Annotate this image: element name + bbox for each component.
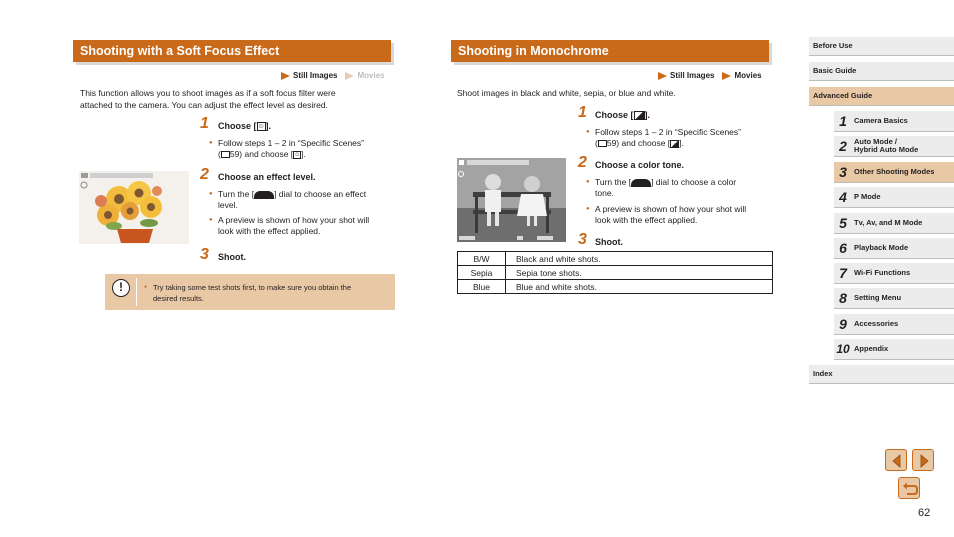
step-title: Choose an effect level. (218, 172, 316, 182)
intro-line: attached to the camera. You can adjust the effect level as desired. (80, 100, 328, 110)
step-title: Shoot. (218, 252, 246, 262)
bullet-line: ● Follow steps 1 – 2 in “Specific Scenes” (595, 127, 741, 137)
step-title (595, 110, 650, 120)
still-images-indicator (658, 71, 714, 80)
chapter-label-line: Other Shooting Modes (854, 166, 935, 176)
chapter-label-line: Accessories (854, 318, 899, 328)
chapter-number: 5 (839, 215, 847, 231)
bullet-text: Turn the [ (218, 189, 255, 199)
table-cell-key: Sepia (458, 266, 506, 280)
sunflower-preview-image (79, 171, 189, 244)
triangle-icon (281, 72, 290, 80)
step-bullet (209, 189, 399, 211)
chapter-label (852, 244, 908, 253)
table-cell-value: Black and white shots. (506, 252, 773, 266)
section-title-soft-focus: Shooting with a Soft Focus Effect (73, 40, 391, 62)
bullet-text: ( (218, 149, 221, 159)
arrow-left-icon (886, 450, 908, 472)
still-images-label: Still Images (670, 71, 715, 80)
step-title-text: Choose [ (595, 110, 634, 120)
dial-icon (254, 191, 274, 199)
chapter-label (852, 168, 934, 177)
bullet-line: look with the effect applied. (595, 215, 698, 225)
table-row (458, 280, 773, 294)
chapter-number: 6 (839, 240, 847, 256)
bullet-line: ● Follow steps 1 – 2 in “Specific Scenes” (218, 138, 364, 148)
table-cell-value: Sepia tone shots. (506, 266, 773, 280)
nav-chapter-wifi-functions[interactable] (834, 263, 954, 284)
step-bullet (586, 177, 776, 199)
step-number: 2 (578, 154, 587, 171)
bullet-line: look with the effect applied. (218, 226, 321, 236)
step-number: 3 (578, 231, 587, 248)
chapter-label (852, 294, 901, 303)
nav-chapter-accessories[interactable] (834, 314, 954, 335)
intro-text (80, 87, 400, 111)
bullet-line: level. (218, 200, 238, 210)
step-number: 2 (200, 166, 209, 183)
chapter-label-line: Tv, Av, and M Mode (854, 217, 923, 227)
step-title-text: Choose [ (218, 121, 257, 131)
chapter-label (852, 117, 908, 126)
step-title-end: ]. (644, 110, 651, 120)
chapter-label-line: Wi-Fi Functions (854, 267, 911, 277)
bullet-line (595, 177, 776, 188)
still-images-indicator (281, 71, 337, 80)
nav-chapter-appendix[interactable] (834, 339, 954, 360)
bullet-line: ● A preview is shown of how your shot will (595, 204, 747, 214)
chapter-number: 1 (839, 113, 847, 129)
bullet-text: ( (595, 138, 598, 148)
monochrome-icon (670, 140, 679, 148)
chapter-label-line: Setting Menu (854, 292, 902, 302)
triangle-icon (345, 72, 354, 80)
bullet-text: ]. (301, 149, 306, 159)
chapter-number: 9 (839, 316, 847, 332)
nav-chapter-playback-mode[interactable] (834, 238, 954, 259)
step-title: Choose a color tone. (595, 160, 685, 170)
chapter-number: 10 (836, 342, 850, 356)
table-row (458, 266, 773, 280)
chapter-label-line: Appendix (854, 343, 889, 353)
step-title (218, 121, 271, 131)
movies-indicator (722, 71, 761, 80)
color-tone-table (457, 251, 773, 294)
chapter-number: 8 (839, 290, 847, 306)
chapter-label (852, 219, 922, 228)
monochrome-preview-image (457, 158, 566, 242)
nav-chapter-tv-av-m-mode[interactable] (834, 213, 954, 234)
book-ref-icon (221, 151, 230, 158)
return-button[interactable] (898, 477, 920, 499)
table-cell-value: Blue and white shots. (506, 280, 773, 294)
step-title-end: ]. (265, 121, 272, 131)
section-title-monochrome: Shooting in Monochrome (451, 40, 769, 62)
bullet-text: ] dial to choose a color (651, 177, 737, 187)
book-ref-icon (598, 140, 607, 147)
next-page-button[interactable] (912, 449, 934, 471)
portrait-soft-icon: ☺ (257, 123, 265, 131)
chapter-label-line: Playback Mode (854, 242, 909, 252)
bullet-line: tone. (595, 188, 614, 198)
chapter-label-line: P Mode (854, 191, 881, 201)
chapter-number: 2 (839, 138, 847, 154)
nav-before-use[interactable]: Before Use (809, 37, 954, 56)
table-cell-key: Blue (458, 280, 506, 294)
nav-chapter-camera-basics[interactable] (834, 111, 954, 132)
nav-basic-guide[interactable]: Basic Guide (809, 62, 954, 81)
bullet-text: 59) and choose [ (606, 138, 671, 148)
caution-text (144, 282, 389, 304)
table-cell-key: B/W (458, 252, 506, 266)
nav-chapter-other-shooting-modes[interactable] (834, 162, 954, 183)
chapter-label (852, 345, 888, 354)
bullet-line (595, 138, 776, 149)
nav-index[interactable]: Index (809, 365, 954, 384)
movies-indicator (345, 71, 384, 80)
step-number: 1 (578, 104, 587, 121)
caution-icon: ! (112, 279, 130, 297)
step-bullet (209, 138, 399, 160)
portrait-soft-icon: ☺ (294, 151, 301, 158)
bullet-text: Turn the [ (595, 177, 632, 187)
bullet-line: ● A preview is shown of how your shot will (218, 215, 370, 225)
sunflower-illustration (79, 171, 189, 244)
chapter-label (852, 193, 881, 202)
triangle-icon (722, 72, 731, 80)
caution-line: desired results. (153, 294, 204, 303)
previous-page-button[interactable] (885, 449, 907, 471)
chapter-label (852, 320, 898, 329)
step-number: 1 (200, 115, 209, 132)
step-bullet (586, 127, 776, 149)
bullet-line (218, 149, 399, 160)
return-arrow-icon (899, 478, 921, 500)
mode-indicator (281, 71, 385, 80)
caution-line: ● Try taking some test shots first, to make sure you obtain the (153, 283, 352, 292)
movies-label: Movies (734, 71, 762, 80)
step-number: 3 (200, 246, 209, 263)
movies-label: Movies (357, 71, 385, 80)
bullet-text: ] dial to choose an effect (274, 189, 367, 199)
nav-advanced-guide[interactable]: Advanced Guide (809, 87, 954, 106)
chapter-label-line: Auto Mode / (854, 136, 897, 146)
dial-icon (631, 179, 651, 187)
chapter-label (852, 138, 918, 155)
bullet-line (218, 189, 399, 200)
intro-line: This function allows you to shoot images as if a soft focus filter were (80, 88, 336, 98)
chapter-number: 7 (839, 265, 847, 281)
step-bullet (209, 215, 399, 237)
chapter-number: 4 (839, 189, 847, 205)
step-title: Shoot. (595, 237, 623, 247)
still-images-label: Still Images (293, 71, 338, 80)
chapter-label (852, 269, 910, 278)
mode-indicator (658, 71, 762, 80)
bullet-text: ]. (679, 138, 684, 148)
step-bullet (586, 204, 776, 226)
page-number: 62 (918, 507, 931, 519)
triangle-icon (658, 72, 667, 80)
nav-chapter-p-mode[interactable] (834, 187, 954, 208)
arrow-right-icon (913, 450, 935, 472)
caution-box (105, 274, 395, 310)
monochrome-icon (634, 111, 645, 120)
chapter-label-line: Hybrid Auto Mode (854, 145, 919, 154)
divider (136, 278, 137, 306)
chapter-number: 3 (839, 164, 847, 180)
nav-chapter-auto-mode[interactable] (834, 136, 954, 157)
intro-text: Shoot images in black and white, sepia, or blue and white. (457, 88, 676, 98)
chapter-label-line: Camera Basics (854, 115, 908, 125)
children-on-bench-illustration (457, 158, 566, 242)
table-row (458, 252, 773, 266)
bullet-text: 59) and choose [ (229, 149, 294, 159)
nav-chapter-setting-menu[interactable] (834, 288, 954, 309)
